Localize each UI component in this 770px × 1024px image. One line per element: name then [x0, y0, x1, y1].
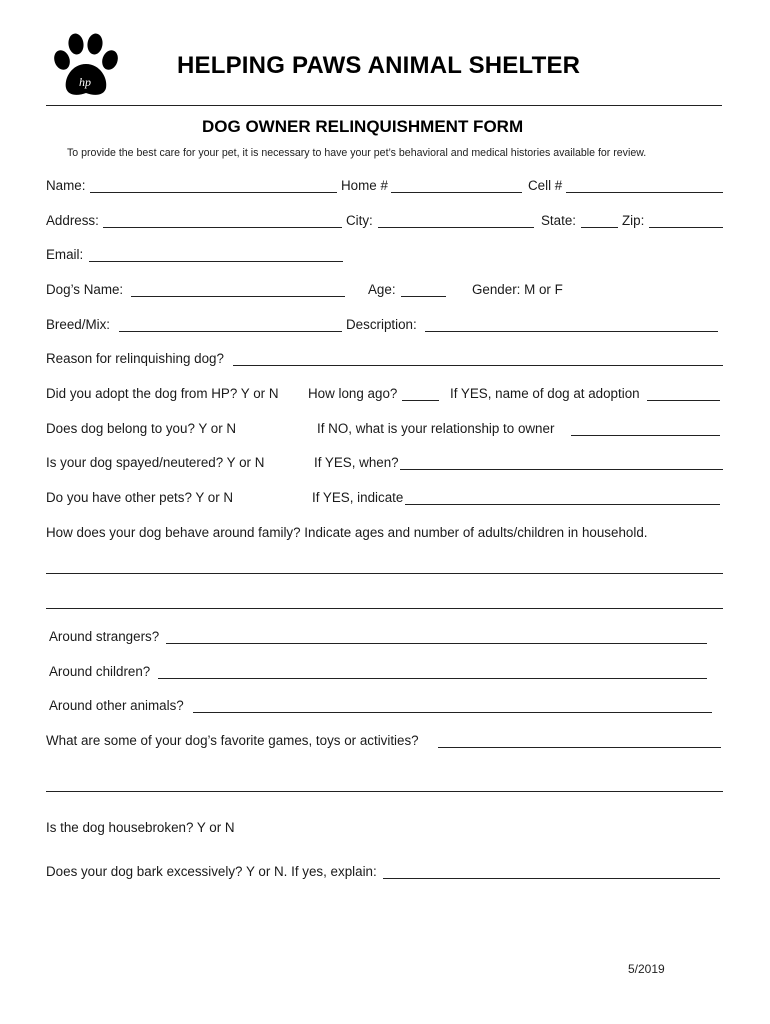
bark-field[interactable] [383, 878, 720, 879]
relationship-field[interactable] [571, 435, 720, 436]
address-field[interactable] [103, 227, 342, 228]
description-field[interactable] [425, 331, 718, 332]
adopt-hp-label[interactable]: Did you adopt the dog from HP? Y or N [46, 386, 279, 401]
home-label: Home # [341, 178, 388, 193]
description-label: Description: [346, 317, 417, 332]
strangers-label: Around strangers? [49, 629, 160, 644]
indicate-label: If YES, indicate [312, 490, 404, 505]
state-field[interactable] [581, 227, 618, 228]
behave-family-label: How does your dog behave around family? Indicate ages and number of adults/children in household. [46, 525, 648, 540]
housebroken-label[interactable]: Is the dog housebroken? Y or N [46, 820, 235, 835]
bark-label: Does your dog bark excessively? Y or N. If yes, explain: [46, 864, 377, 879]
home-phone-field[interactable] [391, 192, 522, 193]
children-field[interactable] [158, 678, 707, 679]
email-field[interactable] [89, 261, 343, 262]
shelter-name: HELPING PAWS ANIMAL SHELTER [177, 52, 581, 79]
name-field[interactable] [90, 192, 337, 193]
gender-label[interactable]: Gender: M or F [472, 282, 563, 297]
paw-icon [48, 30, 124, 102]
behave-family-field-1[interactable] [46, 573, 723, 574]
age-label: Age: [368, 282, 396, 297]
other-pets-label[interactable]: Do you have other pets? Y or N [46, 490, 234, 505]
paw-logo [48, 30, 124, 102]
header-rule [46, 105, 722, 106]
relationship-label: If NO, what is your relationship to owner [317, 421, 555, 436]
address-label: Address: [46, 213, 99, 228]
intro-text: To provide the best care for your pet, it is necessary to have your pet’s behavioral and medical histories available for review. [67, 147, 647, 159]
zip-label: Zip: [622, 213, 645, 228]
children-label: Around children? [49, 664, 151, 679]
reason-label: Reason for relinquishing dog? [46, 351, 224, 366]
email-label: Email: [46, 247, 84, 262]
how-long-label: How long ago? [308, 386, 398, 401]
belong-label[interactable]: Does dog belong to you? Y or N [46, 421, 237, 436]
logo-initials: hp [79, 75, 91, 89]
breed-field[interactable] [119, 331, 342, 332]
spayed-label[interactable]: Is your dog spayed/neutered? Y or N [46, 455, 265, 470]
how-long-field[interactable] [402, 400, 439, 401]
reason-field[interactable] [233, 365, 723, 366]
favorites-label: What are some of your dog’s favorite games, toys or activities? [46, 733, 419, 748]
favorites-field-1[interactable] [438, 747, 721, 748]
city-field[interactable] [378, 227, 534, 228]
indicate-field[interactable] [405, 504, 720, 505]
breed-label: Breed/Mix: [46, 317, 110, 332]
behave-family-field-2[interactable] [46, 608, 723, 609]
animals-label: Around other animals? [49, 698, 184, 713]
adopt-name-label: If YES, name of dog at adoption [450, 386, 640, 401]
dog-name-label: Dog’s Name: [46, 282, 124, 297]
form-title: DOG OWNER RELINQUISHMENT FORM [202, 117, 524, 136]
state-label: State: [541, 213, 576, 228]
form-date: 5/2019 [628, 962, 665, 976]
cell-label: Cell # [528, 178, 563, 193]
zip-field[interactable] [649, 227, 723, 228]
city-label: City: [346, 213, 373, 228]
when-field[interactable] [400, 469, 723, 470]
animals-field[interactable] [193, 712, 712, 713]
strangers-field[interactable] [166, 643, 707, 644]
favorites-field-2[interactable] [46, 791, 723, 792]
when-label: If YES, when? [314, 455, 399, 470]
age-field[interactable] [401, 296, 446, 297]
adopt-name-field[interactable] [647, 400, 720, 401]
name-label: Name: [46, 178, 86, 193]
cell-phone-field[interactable] [566, 192, 723, 193]
dog-name-field[interactable] [131, 296, 345, 297]
